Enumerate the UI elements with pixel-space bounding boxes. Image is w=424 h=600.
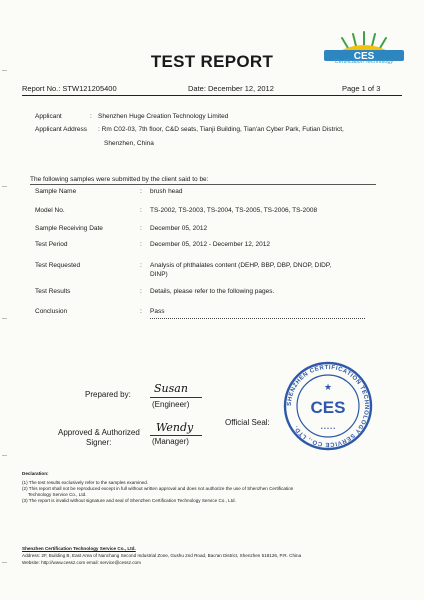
field-value-receiving-date: December 05, 2012 <box>150 225 208 232</box>
field-colon: : <box>140 308 142 315</box>
samples-divider <box>30 184 376 185</box>
official-seal-stamp <box>282 360 374 452</box>
seal-center-text: CES <box>310 398 346 417</box>
approved-signature-line <box>150 435 202 436</box>
approved-label-line2: Signer: <box>86 438 112 447</box>
field-value-test-period: December 05, 2012 - December 12, 2012 <box>150 241 270 248</box>
logo-caption: Certification Technology <box>334 59 394 65</box>
field-colon: : <box>140 288 142 295</box>
field-value-test-requested: Analysis of phthalates content (DEHP, BBP, DBP, DNOP, DIDP, <box>150 262 332 269</box>
margin-mark <box>2 318 7 319</box>
field-label-model-no: Model No. <box>35 207 65 214</box>
field-value-sample-name: brush head <box>150 188 183 195</box>
declaration-item-2-cont: Technology Service Co., Ltd. <box>28 492 87 497</box>
seal-dots-icon: • • • • • <box>320 426 336 432</box>
sun-arc <box>342 45 386 50</box>
applicant-label: Applicant <box>35 113 62 120</box>
field-colon: : <box>140 262 142 269</box>
footer-company: Shenzhen Certification Technology Service Co., Ltd. <box>22 546 136 551</box>
field-label-conclusion: Conclusion <box>35 308 68 315</box>
field-value-model-no: TS-2002, TS-2003, TS-2004, TS-2005, TS-2006, TS-2008 <box>150 207 318 214</box>
manager-caption: (Manager) <box>152 437 189 446</box>
field-colon: : <box>140 207 142 214</box>
page-title: TEST REPORT <box>150 52 274 71</box>
applicant-address-line2: Shenzhen, China <box>104 140 154 147</box>
footer-address: Address: 2F, Building B, East Area of Nanchang Second Industrial Zone, Gushu 2nd Road, Bao'an District, Shenzhen 518126, P.R. China <box>22 553 302 558</box>
official-seal-label: Official Seal: <box>225 418 270 427</box>
field-colon: : <box>140 241 142 248</box>
address-colon: : <box>98 126 102 133</box>
margin-mark <box>2 455 7 456</box>
applicant-colon: : <box>90 113 92 120</box>
header-divider <box>22 95 402 96</box>
applicant-address-label: Applicant Address <box>35 126 88 133</box>
field-value-conclusion: Pass <box>150 308 165 315</box>
applicant-value: Shenzhen Huge Creation Technology Limited <box>98 113 229 120</box>
margin-mark <box>2 186 7 187</box>
prepared-signature-line <box>150 397 202 398</box>
margin-mark <box>2 562 7 563</box>
approved-label-line1: Approved & Authorized <box>58 428 140 437</box>
field-value-test-results: Details, please refer to the following pages. <box>150 288 275 295</box>
field-label-receiving-date: Sample Receiving Date <box>35 225 103 232</box>
page-indicator: Page 1 of 3 <box>342 84 381 93</box>
logo-wordmark: CES <box>353 51 375 62</box>
declaration-item-1: (1) The test results exclusively refer to the samples examined. <box>22 480 149 485</box>
prepared-signature: Susan <box>154 382 188 395</box>
dotted-rule <box>150 318 365 319</box>
declaration-item-2: (2) This report shall not be reproduced except in full without written approval and does not authorize the use of Shenzhen Certification <box>22 486 294 491</box>
samples-intro: The following samples were submitted by the client said to be: <box>30 176 209 183</box>
footer-website: Website: http://www.cessz.com email: service@cessz.com <box>22 560 141 565</box>
field-colon: : <box>140 188 142 195</box>
declaration-heading: Declaration: <box>22 471 49 476</box>
seal-ring-text: SHENZHEN CERTIFICATION TECHNOLOGY SERVICE CO., LTD. <box>286 364 370 448</box>
approved-signature: Wendy <box>156 421 194 434</box>
report-number: Report No.: STW121205400 <box>22 84 117 93</box>
declaration-item-3: (3) The report is invalid without signature and seal of Shenzhen Certification Technology Service Co., Ltd. <box>22 498 236 503</box>
star-icon: ★ <box>323 382 333 392</box>
applicant-address-line1 <box>98 126 344 133</box>
field-colon: : <box>140 225 142 232</box>
report-date: Date: December 12, 2012 <box>188 84 274 93</box>
prepared-by-label: Prepared by: <box>85 390 131 399</box>
field-value-test-requested-cont: DINP) <box>150 271 168 278</box>
address-text: Rm C02-03, 7th floor, C&D seats, Tianji Building, Tian'an Cyber Park, Futian District, <box>101 126 344 133</box>
field-label-test-requested: Test Requested <box>35 262 81 269</box>
field-label-test-results: Test Results <box>35 288 71 295</box>
engineer-caption: (Engineer) <box>152 400 190 409</box>
field-label-test-period: Test Period <box>35 241 68 248</box>
field-label-sample-name: Sample Name <box>35 188 77 195</box>
margin-mark <box>2 70 7 71</box>
